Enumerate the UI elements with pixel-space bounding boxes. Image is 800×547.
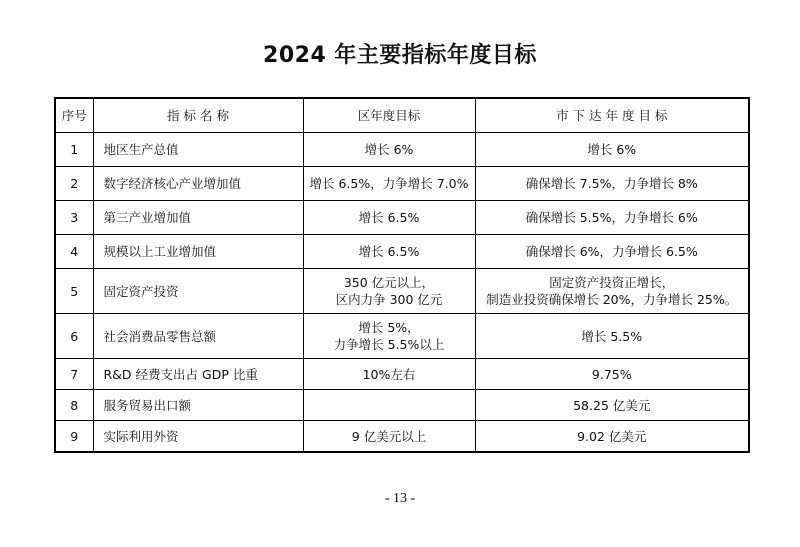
table-row bbox=[55, 421, 749, 453]
district-target-line: 区内力争 300 亿元 bbox=[335, 292, 443, 307]
district-target bbox=[303, 201, 475, 235]
district-target bbox=[303, 359, 475, 390]
header-district-target: 区年度目标 bbox=[303, 98, 475, 133]
targets-table bbox=[54, 97, 750, 453]
city-target-line: 9.75% bbox=[591, 366, 632, 382]
district-target bbox=[303, 269, 475, 314]
city-target-line: 确保增长 5.5%，力争增长 6% bbox=[525, 210, 698, 225]
row-no: 3 bbox=[55, 201, 93, 235]
city-target bbox=[475, 314, 749, 359]
city-target-line: 增长 5.5% bbox=[581, 328, 643, 344]
district-target bbox=[303, 390, 475, 421]
district-target-line: 增长 5%， bbox=[358, 320, 420, 335]
table-row bbox=[55, 167, 749, 201]
table-row bbox=[55, 269, 749, 314]
district-target-line: 增长 6.5%，力争增长 7.0% bbox=[309, 176, 469, 191]
city-target bbox=[475, 167, 749, 201]
row-no: 7 bbox=[55, 359, 93, 390]
indicator-name: 服务贸易出口额 bbox=[93, 390, 303, 421]
header-city-target: 市 下 达 年 度 目 标 bbox=[475, 98, 749, 133]
row-no: 2 bbox=[55, 167, 93, 201]
district-target bbox=[303, 235, 475, 269]
header-indicator-name: 指 标 名 称 bbox=[93, 98, 303, 133]
table-header-row bbox=[55, 98, 749, 133]
indicator-name: 数字经济核心产业增加值 bbox=[93, 167, 303, 201]
city-target bbox=[475, 235, 749, 269]
district-target-line: 9 亿美元以上 bbox=[351, 428, 427, 444]
city-target bbox=[475, 269, 749, 314]
city-target bbox=[475, 390, 749, 421]
district-target-line: 增长 6% bbox=[364, 142, 414, 157]
indicator-name: R&D 经费支出占 GDP 比重 bbox=[93, 359, 303, 390]
indicator-name: 固定资产投资 bbox=[93, 269, 303, 314]
district-target-line: 350 亿元以上， bbox=[343, 275, 435, 290]
indicator-name: 地区生产总值 bbox=[93, 133, 303, 167]
indicator-name: 实际利用外资 bbox=[93, 421, 303, 453]
city-target bbox=[475, 359, 749, 390]
indicator-name: 规模以上工业增加值 bbox=[93, 235, 303, 269]
table-row bbox=[55, 201, 749, 235]
row-no: 8 bbox=[55, 390, 93, 421]
city-target-line: 固定资产投资正增长， bbox=[549, 275, 675, 290]
page-title: 2024 年主要指标年度目标 bbox=[263, 43, 537, 68]
row-no: 6 bbox=[55, 314, 93, 359]
indicator-name: 社会消费品零售总额 bbox=[93, 314, 303, 359]
city-target-line: 增长 6% bbox=[587, 142, 637, 157]
table-row bbox=[55, 133, 749, 167]
row-no: 4 bbox=[55, 235, 93, 269]
city-target-line: 确保增长 6%，力争增长 6.5% bbox=[525, 244, 698, 259]
table-row bbox=[55, 314, 749, 359]
district-target bbox=[303, 314, 475, 359]
city-target-line: 制造业投资确保增长 20%，力争增长 25%。 bbox=[486, 292, 738, 307]
city-target bbox=[475, 133, 749, 167]
district-target bbox=[303, 421, 475, 453]
district-target-line: 增长 6.5% bbox=[358, 244, 420, 259]
city-target-line: 确保增长 7.5%，力争增长 8% bbox=[525, 176, 698, 191]
table-row bbox=[55, 235, 749, 269]
city-target bbox=[475, 201, 749, 235]
table-row bbox=[55, 359, 749, 390]
city-target-line: 58.25 亿美元 bbox=[573, 397, 651, 413]
row-no: 9 bbox=[55, 421, 93, 453]
indicator-name: 第三产业增加值 bbox=[93, 201, 303, 235]
table-row bbox=[55, 390, 749, 421]
district-target-line: 增长 6.5% bbox=[358, 210, 420, 225]
district-target-line: 10%左右 bbox=[362, 366, 416, 382]
district-target-line: 力争增长 5.5%以上 bbox=[333, 337, 445, 352]
page-number: - 13 - bbox=[384, 491, 416, 506]
row-no: 1 bbox=[55, 133, 93, 167]
city-target-line: 9.02 亿美元 bbox=[577, 428, 647, 444]
header-no: 序号 bbox=[55, 98, 93, 133]
district-target bbox=[303, 133, 475, 167]
row-no: 5 bbox=[55, 269, 93, 314]
district-target bbox=[303, 167, 475, 201]
city-target bbox=[475, 421, 749, 453]
